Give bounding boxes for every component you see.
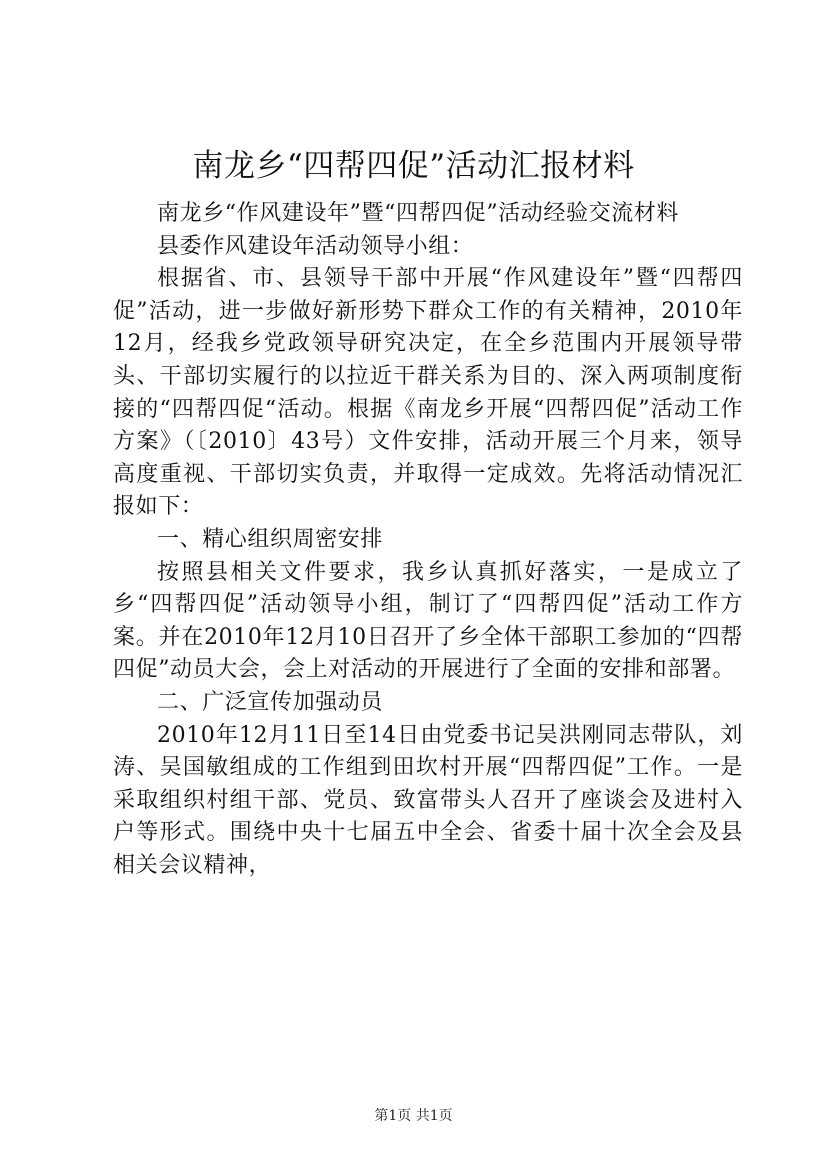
paragraph-intro: 根据省、市、县领导干部中开展“作风建设年”暨“四帮四促”活动，进一步做好新形势下群众工作的有关精神，2010年12月，经我乡党政领导研究决定，在全乡范围内开展领导带头、干部切实履行的以拉近干群关系为目的、深入两项制度衔接的“四帮四促“活动。根据《南龙乡开展“四帮四促”活动工作方案》（〔2010〕43号）文件安排，活动开展三个月来，领导高度重视、干部切实负责，并取得一定成效。先将活动情况汇报如下： <box>113 266 743 520</box>
section-heading-2: 二、广泛宣传加强动员 <box>157 689 384 715</box>
page-footer: 第1页 共1页 <box>374 1108 453 1124</box>
paragraph-subtitle: 南龙乡“作风建设年”暨“四帮四促”活动经验交流材料 <box>157 201 679 226</box>
document-title: 南龙乡“四帮四促”活动汇报材料 <box>192 148 635 184</box>
section-heading-1: 一、精心组织周密安排 <box>157 526 384 552</box>
document-body <box>113 198 743 882</box>
paragraph-section-1: 按照县相关文件要求，我乡认真抓好落实，一是成立了乡“四帮四促”活动领导小组，制订了“四帮四促”活动工作方案。并在2010年12月10日召开了乡全体干部职工参加的“四帮四促”动员大会，会上对活动的开展进行了全面的安排和部署。 <box>113 559 743 683</box>
paragraph-salutation: 县委作风建设年活动领导小组： <box>157 233 474 259</box>
paragraph-section-2: 2010年12月11日至14日由党委书记吴洪刚同志带队，刘涛、吴国敏组成的工作组到田坎村开展“四帮四促”工作。一是采取组织村组干部、党员、致富带头人召开了座谈会及进村入户等形式。围绕中央十七届五中全会、省委十届十次全会及县相关会议精神， <box>113 722 743 878</box>
